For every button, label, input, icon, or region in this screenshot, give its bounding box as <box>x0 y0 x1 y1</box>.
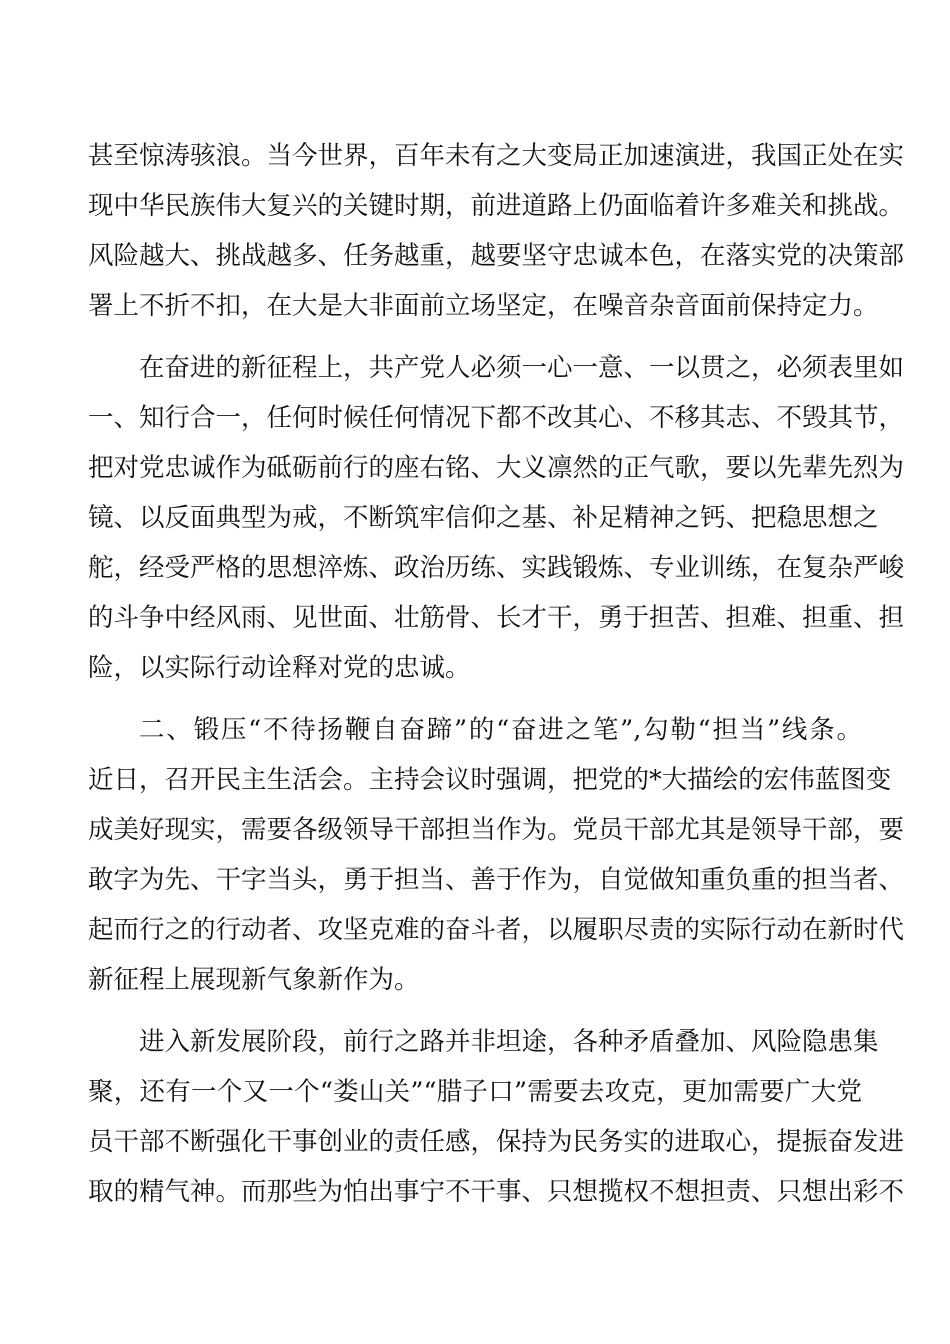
paragraph-line: 一、知行合一，任何时候任何情况下都不改其心、不移其志、不毁其节， <box>88 403 905 433</box>
paragraph-line: 署上不折不扣，在大是大非面前立场坚定，在噪音杂音面前保持定力。 <box>88 291 879 321</box>
paragraph-line: 取的精气神。而那些为怕出事宁不干事、只想揽权不想担责、只想出彩不 <box>88 1177 905 1207</box>
paragraph-line: 现中华民族伟大复兴的关键时期，前进道路上仍面临着许多难关和挑战。 <box>88 191 905 221</box>
paragraph-line: 把对党忠诚作为砥砺前行的座右铭、大义凛然的正气歌，要以先辈先烈为 <box>88 453 905 483</box>
paragraph-1 <box>88 131 905 331</box>
paragraph-line: 镜、以反面典型为戒，不断筑牢信仰之基、补足精神之钙、把稳思想之 <box>88 503 879 533</box>
paragraph-line: 成美好现实，需要各级领导干部担当作为。党员干部尤其是领导干部，要 <box>88 815 905 845</box>
paragraph-3 <box>88 705 905 1005</box>
document-body <box>88 131 905 1217</box>
paragraph-line: 近日，召开民主生活会。主持会议时强调，把党的*大描绘的宏伟蓝图变 <box>88 765 892 795</box>
paragraph-line: 聚，还有一个又一个“娄山关”“腊子口”需要去攻克，更加需要广大党 <box>88 1077 862 1107</box>
paragraph-line: 在奋进的新征程上，共产党人必须一心一意、一以贯之，必须表里如 <box>139 353 905 383</box>
section-heading-line: 二、锻压“不待扬鞭自奋蹄”的“奋进之笔”,勾勒“担当”线条。 <box>139 715 862 745</box>
paragraph-spacer <box>88 1005 862 1017</box>
paragraph-line: 舵，经受严格的思想淬炼、政治历练、实践锻炼、专业训练，在复杂严峻 <box>88 553 905 583</box>
paragraph-2 <box>88 343 905 693</box>
paragraph-spacer <box>88 693 862 705</box>
paragraph-line: 风险越大、挑战越多、任务越重，越要坚守忠诚本色，在落实党的决策部 <box>88 241 905 271</box>
paragraph-spacer <box>88 331 862 343</box>
paragraph-line: 起而行之的行动者、攻坚克难的奋斗者，以履职尽责的实际行动在新时代 <box>88 915 905 945</box>
paragraph-line: 的斗争中经风雨、见世面、壮筋骨、长才干，勇于担苦、担难、担重、担 <box>88 603 905 633</box>
paragraph-line: 险，以实际行动诠释对党的忠诚。 <box>88 653 471 683</box>
paragraph-4 <box>88 1017 905 1217</box>
paragraph-line: 进入新发展阶段，前行之路并非坦途，各种矛盾叠加、风险隐患集 <box>139 1027 879 1057</box>
paragraph-line: 甚至惊涛骇浪。当今世界，百年未有之大变局正加速演进，我国正处在实 <box>88 141 905 171</box>
paragraph-line: 新征程上展现新气象新作为。 <box>88 965 420 995</box>
paragraph-line: 员干部不断强化干事创业的责任感，保持为民务实的进取心，提振奋发进 <box>88 1127 905 1157</box>
paragraph-line: 敢字为先、干字当头，勇于担当、善于作为，自觉做知重负重的担当者、 <box>88 865 905 895</box>
